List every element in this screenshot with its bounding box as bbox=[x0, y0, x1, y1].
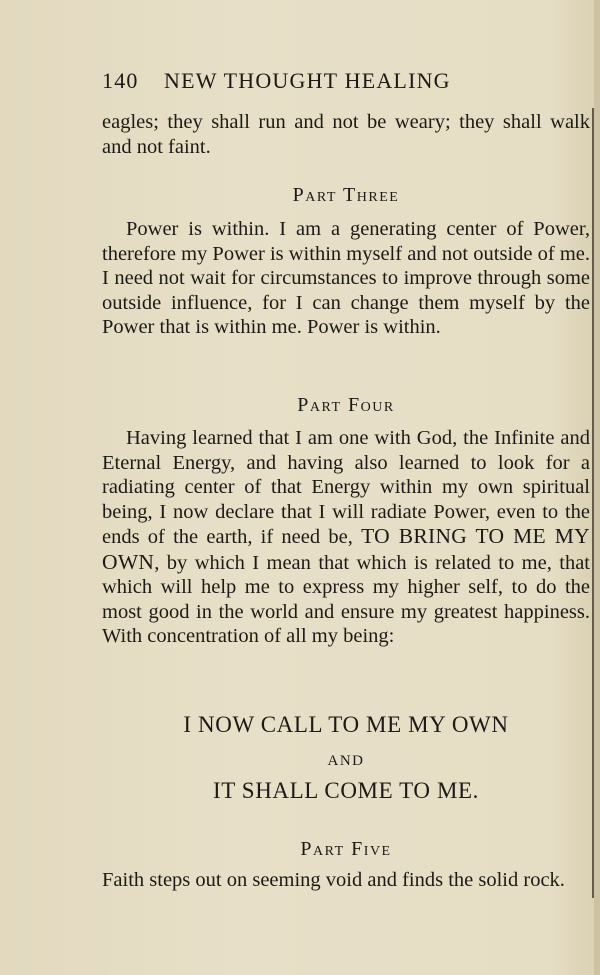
part-four-heading: Part Four bbox=[297, 394, 395, 416]
page-edge-shade bbox=[594, 0, 600, 975]
running-title: NEW THOUGHT HEALING bbox=[164, 68, 451, 93]
opening-paragraph-block bbox=[102, 110, 590, 159]
part-three-paragraph: Power is within. I am a generating center of Power, therefore my Power is within myself and not outside of me. I need not wait for circumstances to improve through some outside influence, for I can change them myself by the Power that is within me. Power is within. bbox=[102, 218, 590, 338]
part-five-paragraph: Faith steps out on seeming void and finds the solid rock. bbox=[102, 869, 565, 891]
page-number: 140 bbox=[102, 68, 139, 93]
page-edge-line bbox=[592, 108, 594, 898]
part-five-block bbox=[102, 868, 590, 893]
affirmation-line-2: IT SHALL COME TO ME. bbox=[212, 778, 480, 803]
part-four-emphasis: TO BRING TO ME MY OWN bbox=[102, 524, 590, 574]
part-four-paragraph bbox=[102, 426, 590, 649]
part-five-heading: Part Five bbox=[300, 838, 392, 860]
affirmation-and: AND bbox=[327, 753, 365, 769]
part-three-block bbox=[102, 217, 590, 340]
opening-paragraph: eagles; they shall run and not be weary; they shall walk and not faint. bbox=[102, 111, 590, 158]
part-three-heading: Part Three bbox=[292, 184, 400, 206]
affirmation-line-1: I NOW CALL TO ME MY OWN bbox=[183, 712, 509, 737]
part-four-text-before: Having learned that I am one with God, the Infinite and Eternal Energy, and having also learned to look for a radiating center of that Energy within my own spiritual being, I now declare that I will radiate Power, even to the ends of the earth, if need be, bbox=[102, 427, 590, 548]
part-four-block bbox=[102, 426, 590, 649]
running-header bbox=[102, 68, 522, 94]
part-four-text-after: , by which I mean that which is related to me, that which will help me to express my higher self, to do the most good in the world and ensure my greatest happiness. With concentration of all my being: bbox=[102, 551, 590, 647]
